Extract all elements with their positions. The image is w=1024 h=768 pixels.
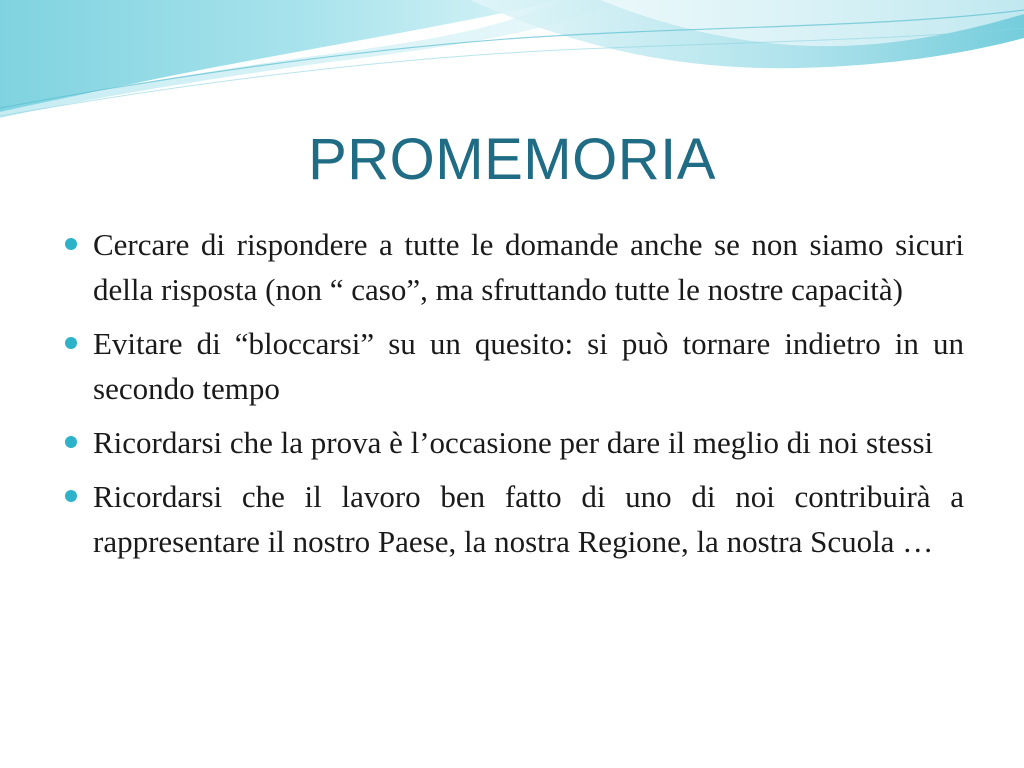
list-item xyxy=(64,474,964,564)
list-item xyxy=(64,321,964,411)
list-item-text: Ricordarsi che la prova è l’occasione per dare il meglio di noi stessi xyxy=(93,425,934,460)
list-item xyxy=(64,420,964,465)
bullet-dot-icon xyxy=(65,337,77,349)
bullet-dot-icon xyxy=(65,436,77,448)
list-item-text: Cercare di rispondere a tutte le domande anche se non siamo sicuri della risposta (non “ caso”, ma sfruttando tutte le nostre capacità) xyxy=(93,227,964,307)
bullet-list xyxy=(64,222,964,573)
list-item-text: Evitare di “bloccarsi” su un quesito: si può tornare indietro in un secondo tempo xyxy=(93,326,964,406)
page-title: PROMEMORIA xyxy=(308,127,716,192)
wave-header-decoration xyxy=(0,0,1024,130)
list-item-text: Ricordarsi che il lavoro ben fatto di uno di noi contribuirà a rappresentare il nostro Paese, la nostra Regione, la nostra Scuola … xyxy=(93,479,964,559)
bullet-dot-icon xyxy=(65,238,77,250)
list-item xyxy=(64,222,964,312)
bullet-dot-icon xyxy=(65,490,77,502)
